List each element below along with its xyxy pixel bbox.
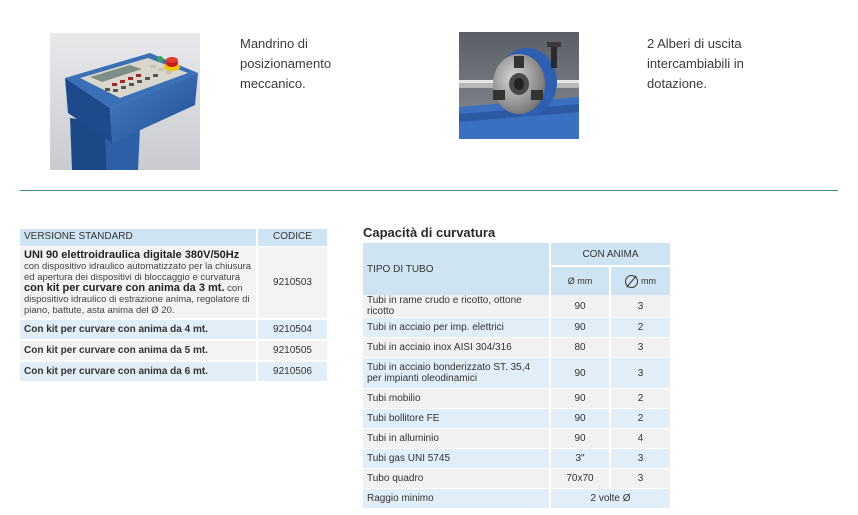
table-row [363, 338, 670, 358]
pipe-diameter: 90 [550, 358, 610, 389]
pipe-thickness: 3 [610, 469, 670, 489]
table-row [363, 295, 670, 318]
pipe-diameter: 70x70 [550, 469, 610, 489]
main-row-desc-1: con dispositivo idraulico automatizzato per la chiusura ed apertura dei dispositivi di bloccaggio e curvatura [24, 260, 252, 283]
pipe-diameter: 90 [550, 318, 610, 338]
row-code: 9210505 [257, 340, 327, 361]
min-radius-label: Raggio minimo [363, 489, 550, 509]
table-row [363, 389, 670, 409]
control-panel-photo [50, 33, 200, 170]
header-diameter: Ø mm [550, 266, 610, 295]
feature-2-line-3: dotazione. [647, 76, 707, 91]
table-row [363, 358, 670, 389]
pipe-type: Tubo quadro [363, 469, 550, 489]
pipe-type: Tubi in alluminio [363, 429, 550, 449]
header-thickness [610, 266, 670, 295]
pipe-diameter: 90 [550, 409, 610, 429]
feature-2-line-1: 2 Alberi di uscita [647, 36, 742, 51]
pipe-diameter: 80 [550, 338, 610, 358]
pipe-diameter: 3" [550, 449, 610, 469]
header-pipe-type: TIPO DI TUBO [363, 243, 550, 295]
table-row [20, 319, 327, 340]
table-row [363, 489, 670, 509]
pipe-type-line-2: per impianti oleodinamici [367, 373, 478, 384]
standard-version-table [20, 229, 327, 383]
diameter-symbol-icon [625, 275, 638, 288]
main-row-kit: con kit per curvare con anima da 3 mt. [24, 281, 225, 294]
pipe-thickness: 2 [610, 409, 670, 429]
table-row [20, 361, 327, 382]
table-row [363, 318, 670, 338]
table-row [363, 449, 670, 469]
pipe-thickness: 3 [610, 295, 670, 318]
pipe-thickness: 3 [610, 338, 670, 358]
row-label: Con kit per curvare con anima da 4 mt. [20, 319, 257, 340]
feature-1-line-2: posizionamento [240, 56, 332, 71]
pipe-thickness: 4 [610, 429, 670, 449]
pipe-type: Tubi gas UNI 5745 [363, 449, 550, 469]
pipe-diameter: 90 [550, 429, 610, 449]
feature-1-line-1: Mandrino di [240, 36, 308, 51]
main-row-desc-2: con dispositivo idraulico di estrazione anima, regolatore di piano, battute, asta anima del Ø 20. [24, 282, 250, 316]
row-code: 9210506 [257, 361, 327, 382]
pipe-thickness: 3 [610, 358, 670, 389]
header-version: VERSIONE STANDARD [20, 229, 257, 246]
table-row [363, 469, 670, 489]
pipe-type: Tubi mobilio [363, 389, 550, 409]
table-row [363, 409, 670, 429]
pipe-thickness: 3 [610, 449, 670, 469]
chuck-photo [459, 32, 579, 139]
capacity-title: Capacità di curvatura [363, 225, 496, 240]
pipe-type [363, 358, 550, 389]
row-code: 9210504 [257, 319, 327, 340]
pipe-type: Tubi in acciaio per imp. elettrici [363, 318, 550, 338]
pipe-diameter: 90 [550, 389, 610, 409]
feature-2-line-2: intercambiabili in [647, 56, 744, 71]
header-code: CODICE [257, 229, 327, 246]
feature-1-text [240, 34, 370, 94]
table-row [20, 340, 327, 361]
pipe-type: Tubi bollitore FE [363, 409, 550, 429]
pipe-thickness: 2 [610, 389, 670, 409]
min-radius-value: 2 volte Ø [550, 489, 670, 509]
row-label: Con kit per curvare con anima da 6 mt. [20, 361, 257, 382]
main-row-desc [24, 261, 252, 316]
pipe-type: Tubi in acciaio inox AISI 304/316 [363, 338, 550, 358]
table-row [20, 246, 327, 319]
section-divider [20, 190, 838, 191]
feature-1-line-3: meccanico. [240, 76, 306, 91]
table-row [363, 429, 670, 449]
pipe-diameter: 90 [550, 295, 610, 318]
capacity-table [363, 243, 670, 509]
main-row-description [20, 246, 257, 319]
pipe-thickness: 2 [610, 318, 670, 338]
header-thickness-unit: mm [641, 275, 656, 286]
pipe-type-line-1: Tubi in acciaio bonderizzato ST. 35,4 [367, 362, 531, 373]
header-with-mandrel: CON ANIMA [550, 243, 670, 266]
pipe-type: Tubi in rame crudo e ricotto, ottone ricotto [363, 295, 550, 318]
main-row-title: UNI 90 elettroidraulica digitale 380V/50Hz [24, 248, 240, 261]
feature-2-text [647, 34, 787, 94]
row-label: Con kit per curvare con anima da 5 mt. [20, 340, 257, 361]
main-row-code: 9210503 [257, 246, 327, 319]
